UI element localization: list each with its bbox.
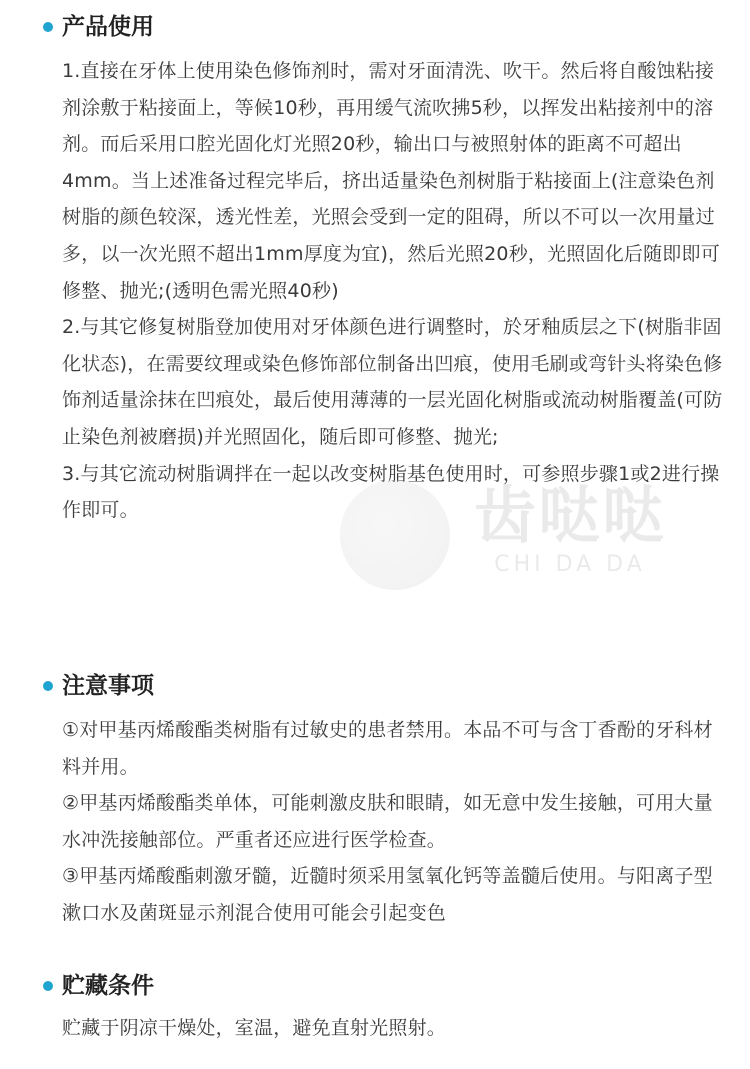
paragraph: 3.与其它流动树脂调拌在一起以改变树脂基色使用时，可参照步骤1或2进行操作即可。	[62, 462, 720, 522]
section-header	[0, 7, 750, 47]
watermark-text-cn: 齿哒哒	[473, 479, 666, 552]
watermark-text-en: CHI DA DA	[494, 552, 646, 577]
section-title: 贮藏条件	[62, 973, 154, 999]
section-body	[62, 712, 732, 932]
section-title: 注意事项	[62, 673, 154, 699]
paragraph: ②甲基丙烯酸酯类单体，可能刺激皮肤和眼睛，如无意中发生接触，可用大量水冲洗接触部位。严重者还应进行医学检查。	[62, 792, 713, 851]
paragraph: 2.与其它修复树脂登加使用对牙体颜色进行调整时，於牙釉质层之下(树脂非固化状态)，在需要纹理或染色修饰部位制备出凹痕，使用毛刷或弯针头将染色修饰剂适量涂抹在凹痕处，最后使用薄薄的一层光固化树脂或流动树脂覆盖(可防止染色剂被磨损)并光照固化，随后即可修整、抛光;	[62, 316, 723, 448]
bullet-dot-icon	[43, 981, 53, 991]
bullet-dot-icon	[43, 22, 53, 32]
section-storage	[0, 966, 750, 1039]
paragraph: ③甲基丙烯酸酯刺激牙髓，近髓时须采用氢氧化钙等盖髓后使用。与阳离子型漱口水及菌斑显示剂混合使用可能会引起变色	[62, 865, 713, 924]
bullet-dot-icon	[43, 681, 53, 691]
paragraph: 贮藏于阴凉干燥处，室温，避免直射光照射。	[62, 1017, 447, 1039]
paragraph: 1.直接在牙体上使用染色修饰剂时，需对牙面清洗、吹干。然后将自酸蚀粘接剂涂敷于粘接面上，等候10秒，再用缓气流吹拂5秒，以挥发出粘接剂中的溶剂。而后采用口腔光固化灯光照20秒，输出口与被照射体的距离不可超出4mm。当上述准备过程完毕后，挤出适量染色剂树脂于粘接面上(注意染色剂树脂的颜色较深，透光性差，光照会受到一定的阻碍，所以不可以一次用量过多，以一次光照不超出1mm厚度为宜)，然后光照20秒，光照固化后随即即可修整、抛光;(透明色需光照40秒)	[62, 60, 720, 302]
section-precautions	[0, 666, 750, 924]
section-header	[0, 666, 750, 706]
section-title: 产品使用	[62, 14, 154, 40]
paragraph: ①对甲基丙烯酸酯类树脂有过敏史的患者禁用。本品不可与含丁香酚的牙科材料并用。	[62, 719, 713, 778]
section-body	[62, 1010, 732, 1047]
section-header	[0, 966, 750, 1006]
section-body	[62, 53, 732, 529]
